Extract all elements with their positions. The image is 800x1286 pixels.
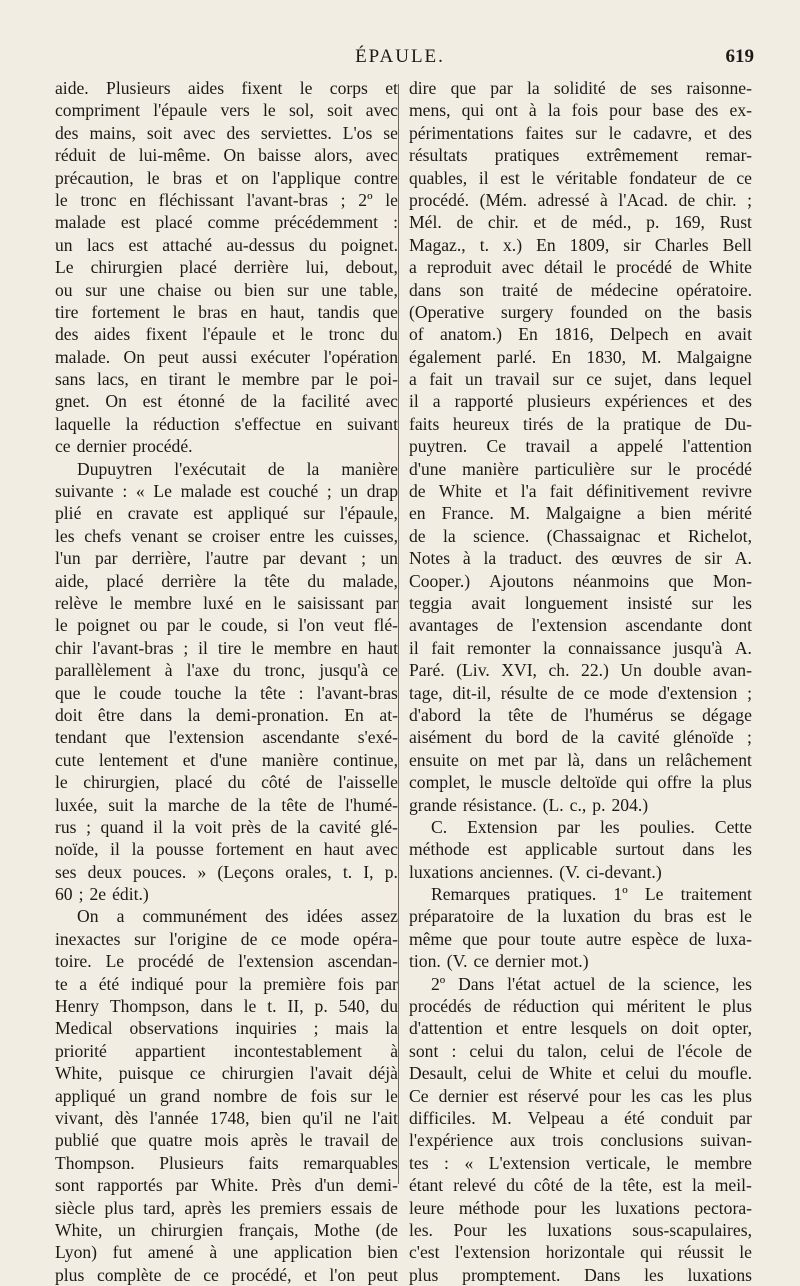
text-line: malade est placé comme précédemment : <box>55 212 398 233</box>
text-line: C. Extension par les poulies. Cette <box>431 816 752 837</box>
left-column <box>55 77 398 1286</box>
right-column <box>409 77 752 1286</box>
text-line: des mains, soit avec des serviettes. L'os se <box>55 122 398 143</box>
text-line: leure méthode pour les luxations pectora- <box>409 1197 752 1218</box>
text-line: Lyon) fut amené à une application bien <box>55 1242 398 1263</box>
text-line: Desault, celui de White et celui du moufle. <box>409 1063 752 1084</box>
text-line: grande résistance. (L. c., p. 204.) <box>409 794 649 815</box>
text-line: résultats pratiques extrêmement remar- <box>409 145 752 166</box>
text-line: procédés de réduction qui méritent le plus <box>409 996 752 1017</box>
running-title: ÉPAULE. <box>355 46 445 67</box>
text-line: relève le membre luxé en le saisissant par <box>55 592 398 613</box>
text-line: il fait remonter la connaissance jusqu'à A. <box>409 637 752 658</box>
text-line: compriment l'épaule vers le sol, soit avec <box>55 100 398 121</box>
text-line: suivante : « Le malade est couché ; un drap <box>55 481 398 502</box>
text-line: puytren. Ce travail a appelé l'attention <box>409 436 752 457</box>
text-line: d'attention et entre lesquels on doit opter, <box>409 1018 752 1039</box>
text-line: plié en cravate est appliqué sur l'épaule, <box>55 503 398 524</box>
text-line: Thompson. Plusieurs faits remarquables <box>55 1152 398 1173</box>
text-line: quables, il est le véritable fondateur de ce <box>409 167 752 188</box>
text-line: il a rapporté plusieurs expériences et des <box>409 391 752 412</box>
text-line: noïde, il la pousse fortement en haut avec <box>55 839 398 860</box>
text-line: l'un par derrière, l'autre par devant ; un <box>55 548 398 569</box>
text-line: On a communément des idées assez <box>77 906 398 927</box>
text-line: Mél. de chir. et de méd., p. 169, Rust <box>409 212 752 233</box>
text-line: plus complète de ce procédé, et l'on peut <box>55 1264 398 1285</box>
text-line: sans lacs, en tirant le membre par le poi- <box>55 369 398 390</box>
text-line: ou sur une chaise ou bien sur une table, <box>55 279 398 300</box>
text-line: malade. On peut aussi exécuter l'opération <box>55 346 398 367</box>
text-line: appliqué un grand nombre de fois sur le <box>55 1085 398 1106</box>
text-line: un lacs est attaché au-dessus du poignet. <box>55 234 398 255</box>
text-line: aisément du bord de la cavité glénoïde ; <box>409 727 752 748</box>
text-line: aide, placé derrière la tête du malade, <box>55 570 398 591</box>
text-line: le chirurgien, placé du côté de l'aisselle <box>55 772 398 793</box>
page-number: 619 <box>725 46 754 67</box>
text-line: ce dernier procédé. <box>55 436 193 457</box>
text-line: réduit de lui-même. On baisse alors, avec <box>55 145 398 166</box>
text-line: tion. (V. ce dernier mot.) <box>409 951 589 972</box>
text-line: plus promptement. Dans les luxations <box>409 1264 752 1285</box>
text-line: priorité appartient incontestablement à <box>55 1040 398 1061</box>
text-line: chir l'avant-bras ; il tire le membre en haut <box>55 637 398 658</box>
text-line: White, un chirurgien français, Mothe (de <box>55 1219 398 1240</box>
text-line: que le coude touche la tête : l'avant-bras <box>55 682 398 703</box>
text-line: teggia avait longuement insisté sur les <box>409 592 752 613</box>
text-line: 60 ; 2e édit.) <box>55 884 149 905</box>
column-divider <box>398 84 399 1184</box>
text-line: complet, le muscle deltoïde qui offre la plus <box>409 772 752 793</box>
text-line: vivant, dès l'année 1748, bien qu'il ne l'ait <box>55 1107 398 1128</box>
text-line: sont : celui du talon, celui de l'école de <box>409 1040 752 1061</box>
text-line: des aides fixent l'épaule et le tronc du <box>55 324 398 345</box>
text-line: sont rapportés par White. Près d'un demi- <box>55 1175 398 1196</box>
text-line: les chefs venant se croiser entre les cuisses, <box>55 525 398 546</box>
text-line: tes : « L'extension verticale, le membre <box>409 1152 752 1173</box>
text-line: a fait un travail sur ce sujet, dans lequel <box>409 369 752 390</box>
text-line: tendant que l'extension ascendante s'exé- <box>55 727 398 748</box>
text-line: White, puisque ce chirurgien l'avait déjà <box>55 1063 398 1084</box>
text-line: l'expérience aux trois conclusions suivan- <box>409 1130 752 1151</box>
text-line: Dupuytren l'exécutait de la manière <box>77 458 398 479</box>
text-line: ses deux pouces. » (Leçons orales, t. I, p. <box>55 861 398 882</box>
text-line: méthode est applicable surtout dans les <box>409 839 752 860</box>
text-line: également parlé. En 1830, M. Malgaigne <box>409 346 752 367</box>
text-line: Magaz., t. x.) En 1809, sir Charles Bell <box>409 234 752 255</box>
text-line: 2º Dans l'état actuel de la science, les <box>431 973 752 994</box>
text-line: parallèlement à l'axe du tronc, jusqu'à ce <box>55 660 398 681</box>
text-line: cute lentement et d'une manière continue, <box>55 749 398 770</box>
text-line: gnet. On est étonné de la facilité avec <box>55 391 398 412</box>
text-line: tire fortement le bras en haut, tandis que <box>55 301 398 322</box>
text-line: dans son traité de médecine opératoire. <box>409 279 752 300</box>
text-line: of anatom.) En 1816, Delpech en avait <box>409 324 752 345</box>
text-line: Ce dernier est réservé pour les cas les plus <box>409 1085 752 1106</box>
text-line: aide. Plusieurs aides fixent le corps et <box>55 78 398 98</box>
text-line: laquelle la réduction s'effectue en suivant <box>55 413 398 434</box>
text-line: dire que par la solidité de ses raisonne- <box>409 78 752 98</box>
text-line: d'une manière particulière sur le procédé <box>409 458 752 479</box>
text-line: avantages de l'extension ascendante dont <box>409 615 752 636</box>
text-line: les. Pour les luxations sous-scapulaires, <box>409 1219 752 1240</box>
text-line: de la science. (Chassaignac et Richelot, <box>409 525 752 546</box>
text-line: étant relevé du côté de la tête, est la meil- <box>409 1175 752 1196</box>
text-line: mens, qui ont à la fois pour base des ex- <box>409 100 752 121</box>
text-line: te a été indiqué pour la première fois par <box>55 973 398 994</box>
text-line: ensuite on met par là, dans un relâchement <box>409 749 752 770</box>
text-line: tage, dit-il, résulte de ce mode d'extension ; <box>409 682 752 703</box>
text-line: Medical observations inquiries ; mais la <box>55 1018 398 1039</box>
text-line: siècle plus tard, après les premiers essais de <box>55 1197 398 1218</box>
text-line: rus ; quand il la voit près de la cavité glé- <box>55 816 398 837</box>
text-line: luxée, suit la marche de la tête de l'humé- <box>55 794 398 815</box>
text-line: toire. Le procédé de l'extension ascendan- <box>55 951 398 972</box>
text-line: de White et l'a fait définitivement revivre <box>409 481 752 502</box>
text-line: (Operative surgery founded on the basis <box>409 301 752 322</box>
text-line: Remarques pratiques. 1º Le traitement <box>431 884 752 905</box>
text-line: inexactes sur l'origine de ce mode opéra- <box>55 928 398 949</box>
text-line: c'est l'extension horizontale qui réussit le <box>409 1242 752 1263</box>
text-line: publié que quatre mois après le travail de <box>55 1130 398 1151</box>
text-line: en France. M. Malgaigne a bien mérité <box>409 503 752 524</box>
text-line: doit être dans la demi-pronation. En at- <box>55 704 398 725</box>
text-line: faits heureux tirés de la pratique de Du- <box>409 413 752 434</box>
text-line: préparatoire de la luxation du bras est le <box>409 906 752 927</box>
text-line: précaution, le bras et on l'applique contre <box>55 167 398 188</box>
text-line: même que pour toute autre espèce de luxa- <box>409 928 752 949</box>
text-line: a reproduit avec détail le procédé de White <box>409 257 752 278</box>
text-line: Notes à la traduct. des œuvres de sir A. <box>409 548 752 569</box>
text-line: le tronc en fléchissant l'avant-bras ; 2º le <box>55 189 398 210</box>
text-line: difficiles. M. Velpeau a été conduit par <box>409 1107 752 1128</box>
text-line: Cooper.) Ajoutons néanmoins que Mon- <box>409 570 752 591</box>
text-line: luxations anciennes. (V. ci-devant.) <box>409 861 662 882</box>
text-line: le poignet ou par le coude, si l'on veut flé- <box>55 615 398 636</box>
text-line: périmentations faites sur le cadavre, et des <box>409 122 752 143</box>
text-line: procédé. (Mém. adressé à l'Acad. de chir. ; <box>409 189 752 210</box>
text-line: Henry Thompson, dans le t. II, p. 540, du <box>55 996 398 1017</box>
text-line: Le chirurgien placé derrière lui, debout, <box>55 257 398 278</box>
text-line: d'abord la tête de l'humérus se dégage <box>409 704 752 725</box>
text-line: Paré. (Liv. XVI, ch. 22.) Un double avan- <box>409 660 752 681</box>
